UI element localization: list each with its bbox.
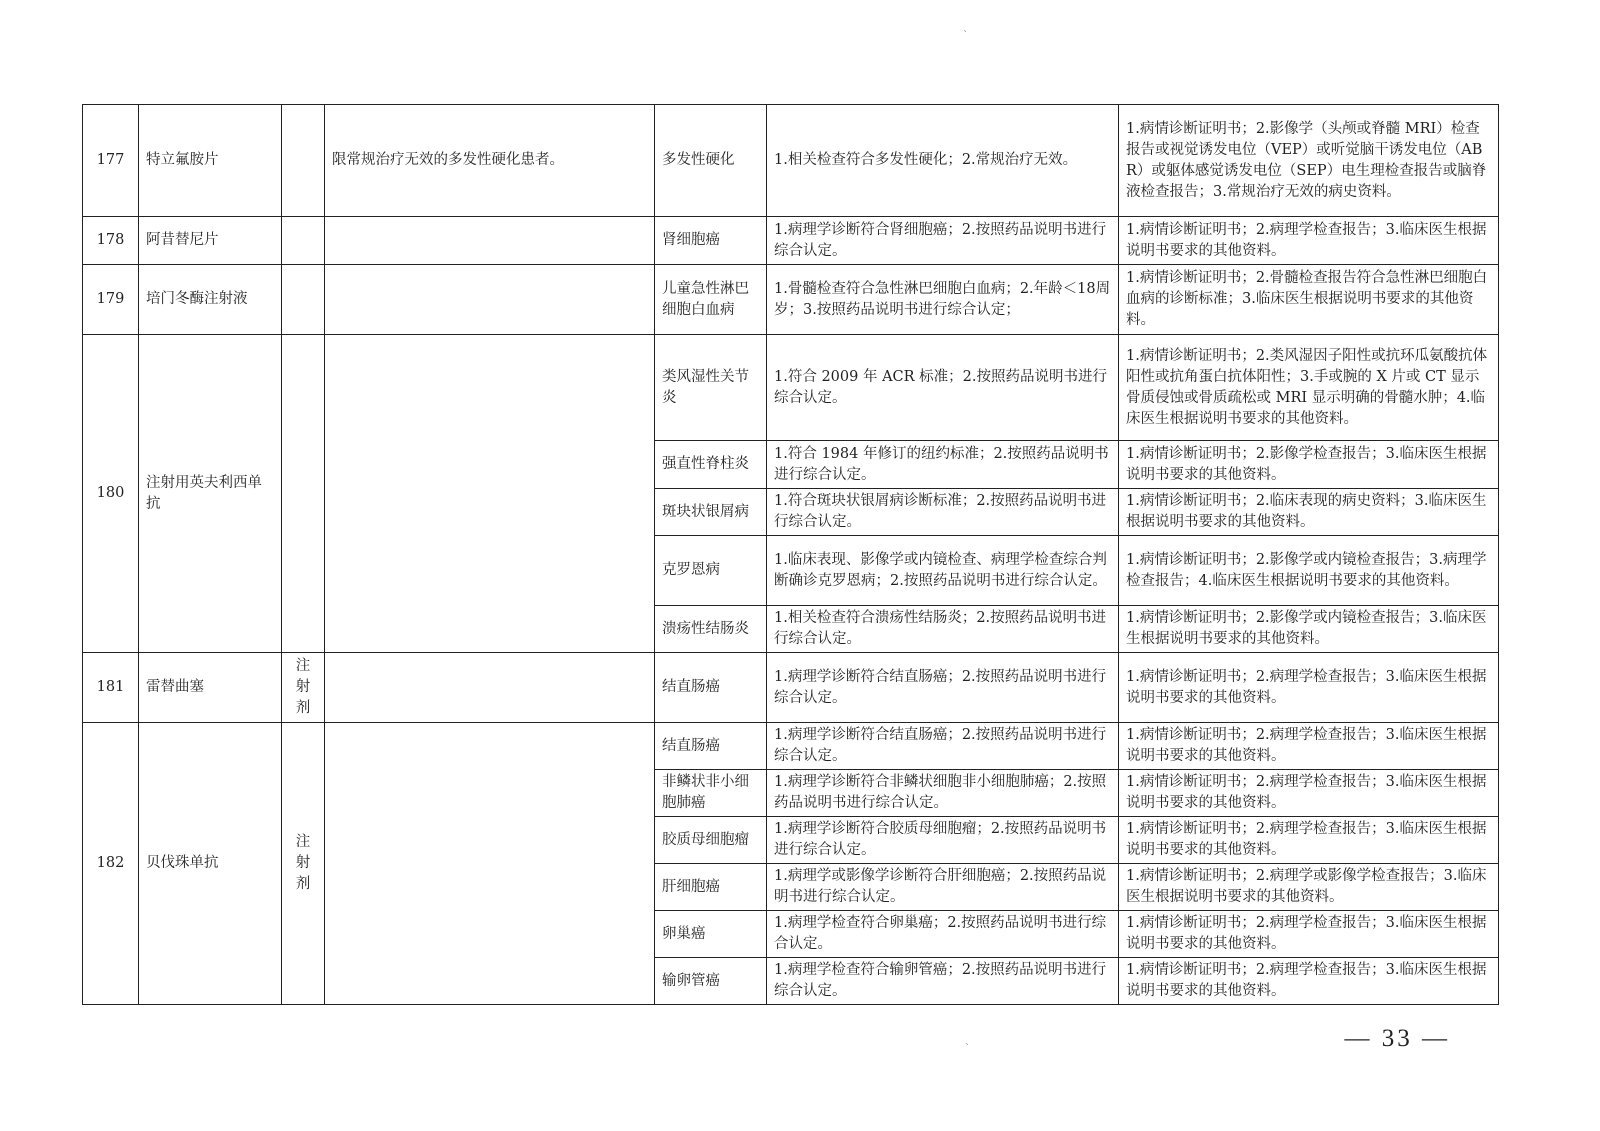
table-row <box>83 105 1499 217</box>
criteria: 1.病理学检查符合输卵管癌；2.按照药品说明书进行综合认定。 <box>767 958 1119 1005</box>
criteria: 1.临床表现、影像学或内镜检查、病理学检查综合判断确诊克罗恩病；2.按照药品说明书进行综合认定。 <box>767 536 1119 606</box>
materials: 1.病情诊断证明书；2.临床表现的病史资料；3.临床医生根据说明书要求的其他资料。 <box>1119 489 1499 536</box>
dosage-form <box>282 335 325 653</box>
materials: 1.病情诊断证明书；2.病理学检查报告；3.临床医生根据说明书要求的其他资料。 <box>1119 653 1499 723</box>
disease: 肾细胞癌 <box>655 217 767 265</box>
disease: 克罗恩病 <box>655 536 767 606</box>
drug-name: 特立氟胺片 <box>139 105 282 217</box>
drug-name: 培门冬酶注射液 <box>139 265 282 335</box>
row-number: 178 <box>83 217 139 265</box>
criteria: 1.病理学诊断符合肾细胞癌；2.按照药品说明书进行综合认定。 <box>767 217 1119 265</box>
criteria: 1.相关检查符合溃疡性结肠炎；2.按照药品说明书进行综合认定。 <box>767 606 1119 653</box>
disease: 儿童急性淋巴细胞白血病 <box>655 265 767 335</box>
materials: 1.病情诊断证明书；2.病理学检查报告；3.临床医生根据说明书要求的其他资料。 <box>1119 958 1499 1005</box>
dosage-form: 注射剂 <box>282 723 325 1005</box>
criteria: 1.病理学诊断符合胶质母细胞瘤；2.按照药品说明书进行综合认定。 <box>767 817 1119 864</box>
disease: 卵巢癌 <box>655 911 767 958</box>
dosage-form <box>282 265 325 335</box>
disease: 胶质母细胞瘤 <box>655 817 767 864</box>
materials: 1.病情诊断证明书；2.影像学或内镜检查报告；3.病理学检查报告；4.临床医生根据说明书要求的其他资料。 <box>1119 536 1499 606</box>
disease: 溃疡性结肠炎 <box>655 606 767 653</box>
criteria: 1.符合 1984 年修订的纽约标准；2.按照药品说明书进行综合认定。 <box>767 441 1119 489</box>
restriction <box>325 653 655 723</box>
row-number: 181 <box>83 653 139 723</box>
restriction <box>325 217 655 265</box>
materials: 1.病情诊断证明书；2.病理学或影像学检查报告；3.临床医生根据说明书要求的其他资料。 <box>1119 864 1499 911</box>
row-number: 180 <box>83 335 139 653</box>
criteria: 1.骨髓检查符合急性淋巴细胞白血病；2.年龄＜18周岁；3.按照药品说明书进行综合认定； <box>767 265 1119 335</box>
table-row <box>83 653 1499 723</box>
criteria: 1.病理学诊断符合结直肠癌；2.按照药品说明书进行综合认定。 <box>767 723 1119 770</box>
restriction <box>325 265 655 335</box>
materials: 1.病情诊断证明书；2.病理学检查报告；3.临床医生根据说明书要求的其他资料。 <box>1119 770 1499 817</box>
materials: 1.病情诊断证明书；2.类风湿因子阳性或抗环瓜氨酸抗体阳性或抗角蛋白抗体阳性；3.手或腕的 X 片或 CT 显示骨质侵蚀或骨质疏松或 MRI 显示明确的骨髓水肿；4.临床医生根据说明书要求的其他资料。 <box>1119 335 1499 441</box>
disease: 肝细胞癌 <box>655 864 767 911</box>
criteria: 1.相关检查符合多发性硬化；2.常规治疗无效。 <box>767 105 1119 217</box>
drug-name: 注射用英夫利西单抗 <box>139 335 282 653</box>
materials: 1.病情诊断证明书；2.影像学检查报告；3.临床医生根据说明书要求的其他资料。 <box>1119 441 1499 489</box>
dosage-form <box>282 217 325 265</box>
criteria: 1.符合斑块状银屑病诊断标准；2.按照药品说明书进行综合认定。 <box>767 489 1119 536</box>
restriction <box>325 335 655 653</box>
restriction: 限常规治疗无效的多发性硬化患者。 <box>325 105 655 217</box>
table-row <box>83 217 1499 265</box>
drug-name: 雷替曲塞 <box>139 653 282 723</box>
materials: 1.病情诊断证明书；2.病理学检查报告；3.临床医生根据说明书要求的其他资料。 <box>1119 217 1499 265</box>
criteria: 1.符合 2009 年 ACR 标准；2.按照药品说明书进行综合认定。 <box>767 335 1119 441</box>
materials: 1.病情诊断证明书；2.病理学检查报告；3.临床医生根据说明书要求的其他资料。 <box>1119 723 1499 770</box>
row-number: 177 <box>83 105 139 217</box>
criteria: 1.病理学或影像学诊断符合肝细胞癌；2.按照药品说明书进行综合认定。 <box>767 864 1119 911</box>
row-number: 182 <box>83 723 139 1005</box>
disease: 类风湿性关节炎 <box>655 335 767 441</box>
dosage-form <box>282 105 325 217</box>
dosage-form: 注射剂 <box>282 653 325 723</box>
table-row <box>83 335 1499 441</box>
materials: 1.病情诊断证明书；2.影像学或内镜检查报告；3.临床医生根据说明书要求的其他资料。 <box>1119 606 1499 653</box>
criteria: 1.病理学检查符合卵巢癌；2.按照药品说明书进行综合认定。 <box>767 911 1119 958</box>
materials: 1.病情诊断证明书；2.病理学检查报告；3.临床医生根据说明书要求的其他资料。 <box>1119 817 1499 864</box>
disease: 多发性硬化 <box>655 105 767 217</box>
drug-table <box>82 104 1499 1005</box>
table-row <box>83 723 1499 770</box>
scan-mark: ˋ <box>963 30 968 41</box>
materials: 1.病情诊断证明书；2.病理学检查报告；3.临床医生根据说明书要求的其他资料。 <box>1119 911 1499 958</box>
criteria: 1.病理学诊断符合结直肠癌；2.按照药品说明书进行综合认定。 <box>767 653 1119 723</box>
row-number: 179 <box>83 265 139 335</box>
disease: 输卵管癌 <box>655 958 767 1005</box>
restriction <box>325 723 655 1005</box>
scan-mark: ˋ <box>965 1043 970 1054</box>
disease: 结直肠癌 <box>655 653 767 723</box>
page-number-value: 33 <box>1381 1025 1413 1052</box>
drug-name: 贝伐珠单抗 <box>139 723 282 1005</box>
disease: 强直性脊柱炎 <box>655 441 767 489</box>
table-row <box>83 265 1499 335</box>
disease: 非鳞状非小细胞肺癌 <box>655 770 767 817</box>
disease: 结直肠癌 <box>655 723 767 770</box>
drug-name: 阿昔替尼片 <box>139 217 282 265</box>
materials: 1.病情诊断证明书；2.影像学（头颅或脊髓 MRI）检查报告或视觉诱发电位（VEP）或听觉脑干诱发电位（ABR）或躯体感觉诱发电位（SEP）电生理检查报告或脑脊液检查报告；3.常规治疗无效的病史资料。 <box>1119 105 1499 217</box>
disease: 斑块状银屑病 <box>655 489 767 536</box>
criteria: 1.病理学诊断符合非鳞状细胞非小细胞肺癌；2.按照药品说明书进行综合认定。 <box>767 770 1119 817</box>
materials: 1.病情诊断证明书；2.骨髓检查报告符合急性淋巴细胞白血病的诊断标准；3.临床医生根据说明书要求的其他资料。 <box>1119 265 1499 335</box>
page-number: — 33 — <box>1344 1025 1450 1052</box>
